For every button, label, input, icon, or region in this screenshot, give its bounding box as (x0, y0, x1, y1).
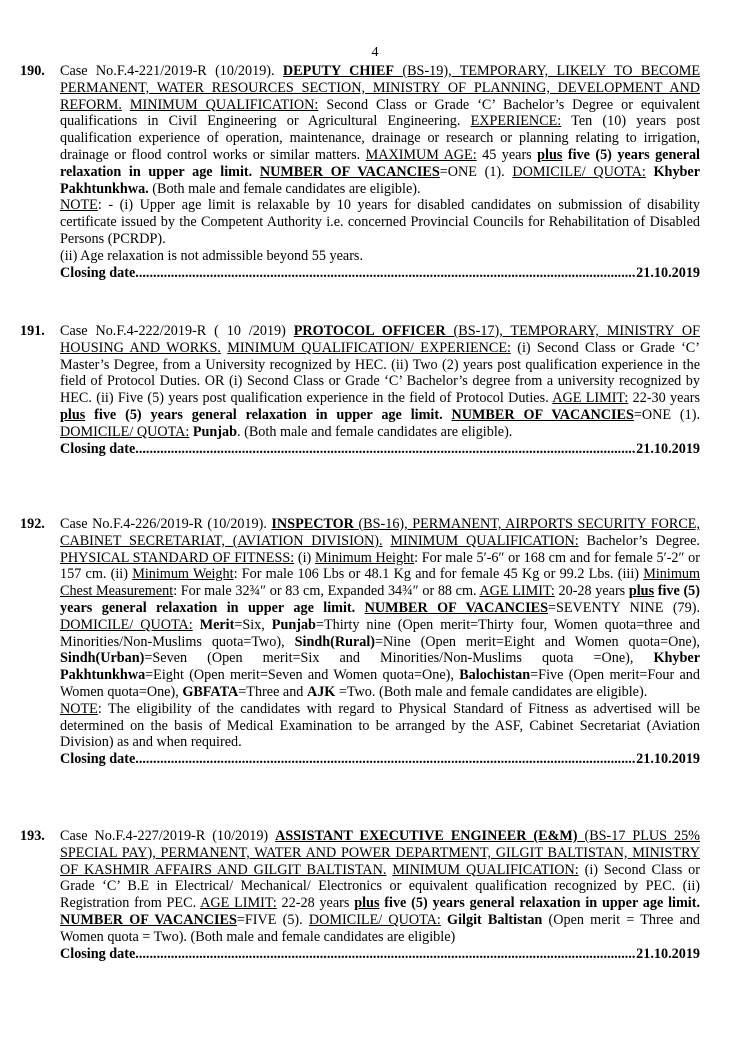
closing-date-row (60, 441, 700, 458)
vacancies-label: NUMBER OF VACANCIES (364, 599, 548, 616)
vacancies-text: =FIVE (5). (236, 911, 309, 928)
entry-number: 190. (20, 63, 45, 79)
closing-date-row (60, 946, 700, 963)
closing-date: 21.10.2019 (636, 945, 700, 962)
entry-number: 193. (20, 828, 45, 844)
entry-number: 192. (20, 516, 45, 532)
chest-text: : For male 32¾″ or 83 cm, Expanded 34¾″ or 88 cm. (173, 583, 480, 600)
case-number: Case No.F.4-226/2019-R (10/2019). (60, 516, 272, 532)
closing-label: Closing date (60, 264, 136, 281)
post-detail: (BS-17), TEMPORARY, MINISTRY OF HOUSING AND WORKS. (60, 323, 701, 356)
age-label: AGE LIMIT: (552, 390, 629, 407)
quota-balochistan-text: =Five (Open merit=Four and Women quota=One), (60, 667, 700, 700)
quota-punjab-text: =Thirty nine (Open merit=Thirty four, Women quota=three and Minorities/Non-Muslims quota=Two), (60, 616, 700, 650)
experience-text: Ten (10) years post qualification experience of operation, maintenance, drainage or research or planning relating to irrigation, drainage or flood control works or similar matters. (60, 113, 701, 163)
entry-number: 191. (20, 323, 45, 339)
relaxation-text: five (5) years general relaxation in upper age limit. (85, 406, 443, 423)
vacancy-192 (20, 516, 700, 768)
quota-punjab: Punjab (271, 616, 316, 633)
vacancies-text: =ONE (1). (633, 406, 700, 423)
closing-label: Closing date (60, 751, 136, 768)
domicile-text: . (Both male and female candidates are eligible). (237, 423, 513, 440)
vacancies-text: =SEVENTY NINE (79). (548, 599, 701, 616)
quota-sindh-urban: Sindh(Urban) (60, 650, 145, 667)
age-text: 45 years (476, 146, 538, 163)
relaxation-text: five (5) years general relaxation in upper age limit. (379, 895, 701, 912)
vacancies-text: =ONE (1). (439, 163, 513, 180)
fitness-label: PHYSICAL STANDARD OF FITNESS: (60, 549, 295, 566)
qualification-label: MINIMUM QUALIFICATION: (129, 96, 319, 113)
note-text: : - (i) Upper age limit is relaxable by 10 years for disabled candidates on submission of disability certificate issued by the Competent Authority i.e. concerned Provincial Councils for Rehabilitation of Disabled Persons (PCRDP). (60, 197, 700, 247)
domicile-label: DOMICILE/ QUOTA: (512, 163, 646, 180)
quota-gbfata-text: =Three and (238, 683, 307, 700)
experience-label: EXPERIENCE: (470, 113, 562, 130)
domicile-label: DOMICILE/ QUOTA: (60, 616, 193, 633)
weight-label: Minimum Weight (132, 566, 234, 583)
closing-date: 21.10.2019 (636, 440, 700, 457)
dot-leader (135, 265, 636, 282)
domicile-label: DOMICILE/ QUOTA: (60, 423, 190, 440)
quota-sindh-rural: Sindh(Rural) (294, 633, 376, 650)
dot-leader (135, 751, 636, 768)
closing-date: 21.10.2019 (636, 751, 700, 768)
plus-word: plus (537, 146, 563, 163)
domicile-province: Gilgit Baltistan (440, 911, 543, 928)
chest-label: Minimum Chest Measurement (60, 566, 700, 600)
plus-word: plus (60, 406, 86, 423)
case-number: Case No.F.4-227/2019-R (10/2019) (60, 828, 276, 844)
quota-ajk-text: =Two. (Both male and female candidates are eligible). (335, 683, 648, 700)
fitness-item-i: (i) (294, 549, 316, 566)
age-label: MAXIMUM AGE: (365, 146, 477, 163)
qualification-text: Second Class or Grade ‘C’ Bachelor’s Degree or equivalent qualifications in Civil Engineering or Agricultural Engineering. (60, 96, 700, 130)
vacancies-label: NUMBER OF VACANCIES (451, 406, 634, 423)
age-text: 20-28 years (554, 583, 629, 600)
closing-date-row (60, 265, 700, 282)
quota-kp: Khyber Pakhtunkhwa (60, 650, 700, 684)
vacancies-label: NUMBER OF VACANCIES (259, 163, 440, 180)
quota-balochistan: Balochistan (459, 667, 531, 684)
quota-ajk: AJK (306, 683, 336, 700)
age-text: 22-28 years (276, 895, 355, 912)
closing-date-row (60, 751, 700, 768)
height-text: : For male 5′-6″ or 168 cm and for female 5′-2″ or 157 cm. (ii) (60, 549, 700, 583)
closing-date: 21.10.2019 (636, 264, 700, 281)
domicile-province: Punjab (192, 423, 237, 440)
domicile-text: (Open merit = Three and Women quota = Two). (Both male and female candidates are eligible) (60, 911, 701, 945)
quota-sindh-urban-text: =Seven (Open merit=Six and Minorities/Non-Muslims quota =One), (144, 650, 654, 667)
weight-text: : For male 106 Lbs or 48.1 Kg and for female 45 Kg or 99.2 Lbs. (iii) (233, 566, 644, 583)
closing-label: Closing date (60, 440, 136, 457)
post-detail: (BS-16), PERMANENT, AIRPORTS SECURITY FORCE, CABINET SECRETARIAT, (AVIATION DIVISION). (60, 516, 701, 549)
qualification-text: (i) Second Class or Grade ‘C’ Master’s Degree, from a University recognized by HEC. (ii) Two (2) years post qualification experience in the field of Protocol Duties. OR (i) Second Class or Grade ‘C’ Bachelor’s degree from a university recognized by HEC. (ii) Five (5) years post qualification experience in the field of Protocol Duties. (60, 339, 700, 407)
qualification-label: MINIMUM QUALIFICATION/ EXPERIENCE: (227, 339, 511, 356)
post-detail: (BS-17 PLUS 25% SPECIAL PAY), PERMANENT, WATER AND POWER DEPARTMENT, GILGIT BALTISTAN, MINISTRY OF KASHMIR AFFAIRS AND GILGIT BALTISTAN. (60, 828, 700, 878)
post-detail: (BS-19), TEMPORARY, LIKELY TO BECOME PERMANENT, WATER RESOURCES SECTION, MINISTRY OF PLANNING, DEVELOPMENT AND REFORM. (60, 63, 700, 113)
vacancies-label: NUMBER OF VACANCIES (60, 911, 237, 928)
note-text: : The eligibility of the candidates with regard to Physical Standard of Fitness as advertised will be determined on the basis of Medical Examination to be arranged by the ASF, Cabinet Secretariat (Aviation Division) as and when required. (60, 700, 700, 751)
domicile-text: (Both male and female candidates are eligible). (148, 180, 421, 197)
qualification-text: (i) Second Class or Grade ‘C’ B.E in Electrical/ Mechanical/ Electronics or equivalent qualification recognized by PEC. (ii) Registration from PEC. (60, 861, 700, 912)
age-label: AGE LIMIT: (200, 895, 277, 912)
vacancy-191 (20, 323, 700, 457)
note-text-2: (ii) Age relaxation is not admissible beyond 55 years. (60, 247, 363, 264)
relaxation-text: five (5) years general relaxation in upper age limit. (60, 583, 700, 616)
domicile-label: DOMICILE/ QUOTA: (308, 911, 441, 928)
dot-leader (135, 441, 636, 458)
vacancy-193 (20, 828, 700, 962)
quota-merit-text: =Six, (234, 616, 272, 633)
height-label: Minimum Height (315, 549, 415, 566)
post-title: PROTOCOL OFFICER (293, 323, 446, 339)
post-title: INSPECTOR (271, 516, 354, 532)
dot-leader (135, 946, 636, 963)
case-number: Case No.F.4-221/2019-R (10/2019). (60, 63, 283, 79)
domicile-province: Khyber Pakhtunkhwa. (60, 163, 701, 197)
note-label: NOTE (60, 700, 98, 717)
quota-kp-text: =Eight (Open merit=Seven and Women quota=One), (145, 667, 460, 684)
case-number: Case No.F.4-222/2019-R ( 10 /2019) (60, 323, 294, 339)
closing-label: Closing date (60, 945, 136, 962)
qualification-text: Bachelor’s Degree. (578, 532, 700, 549)
age-text: 22-30 years (628, 390, 700, 407)
age-label: AGE LIMIT: (479, 583, 555, 600)
quota-gbfata: GBFATA (182, 683, 239, 700)
post-title: ASSISTANT EXECUTIVE ENGINEER (E&M) (275, 828, 578, 844)
quota-merit: Merit (192, 616, 235, 633)
post-title: DEPUTY CHIEF (282, 63, 395, 79)
plus-word: plus (354, 895, 380, 912)
quota-sindh-rural-text: =Nine (Open merit=Eight and Women quota=One), (375, 633, 700, 650)
plus-word: plus (628, 583, 655, 600)
relaxation-text: five (5) years general relaxation in upper age limit. (60, 146, 700, 180)
qualification-label: MINIMUM QUALIFICATION: (392, 861, 579, 878)
page-number: 4 (371, 45, 379, 60)
vacancy-190 (20, 63, 700, 281)
note-label: NOTE (60, 197, 98, 214)
qualification-label: MINIMUM QUALIFICATION: (390, 532, 579, 549)
